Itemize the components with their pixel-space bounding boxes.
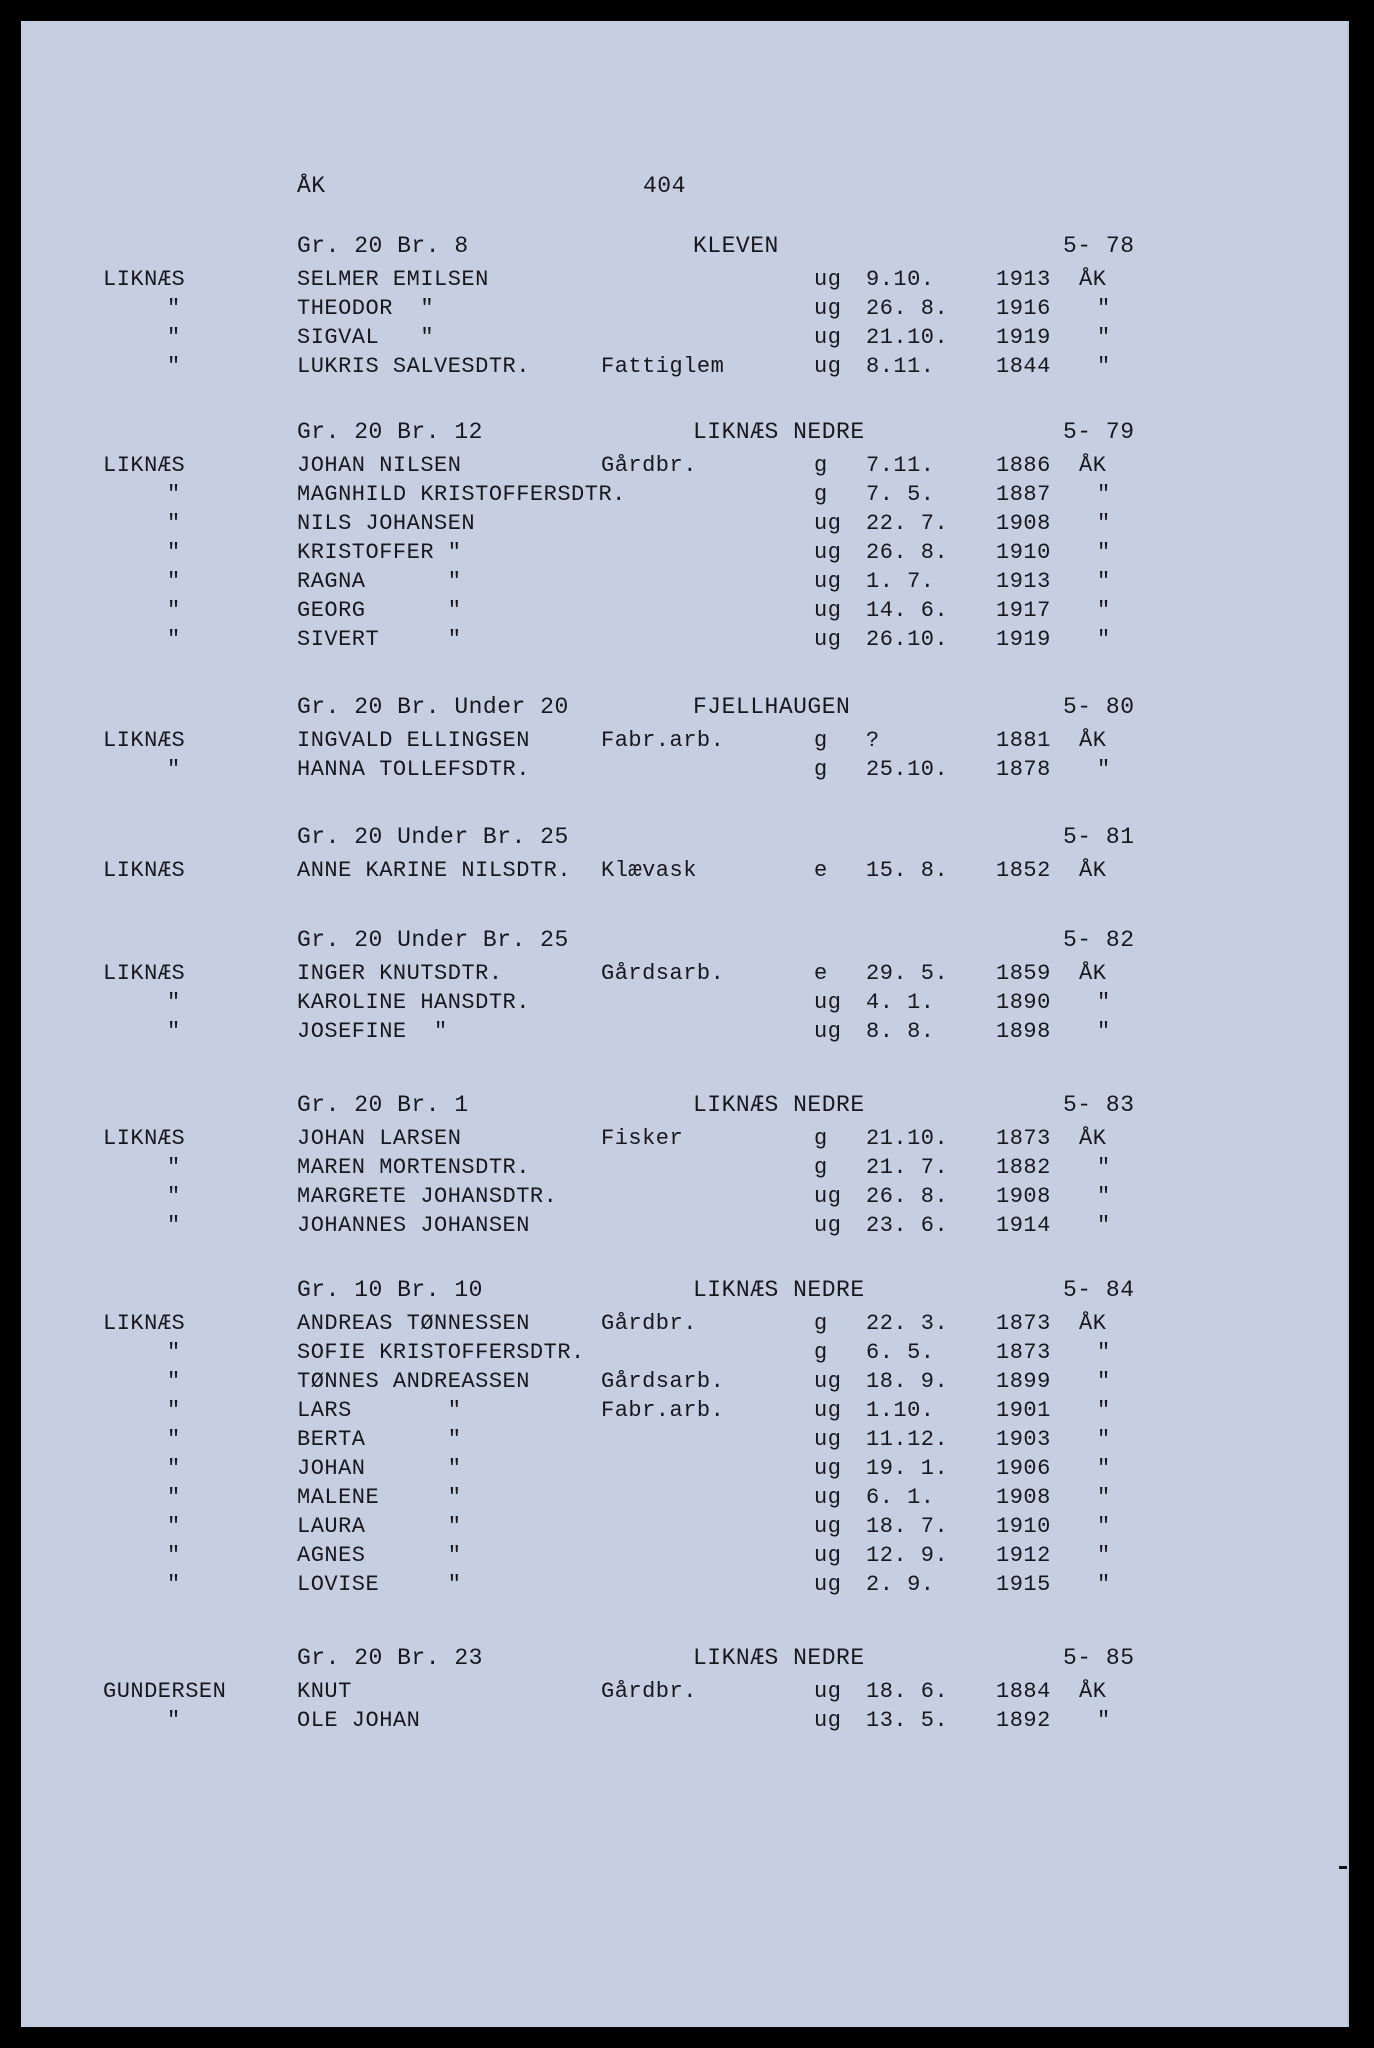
person-birth-date: 8.11. — [866, 354, 935, 379]
person-marital-status: ug — [814, 1708, 842, 1733]
person-surname: " — [167, 1340, 181, 1365]
person-name: AGNES " — [297, 1543, 462, 1568]
person-surname: " — [167, 1543, 181, 1568]
person-surname: " — [167, 1485, 181, 1510]
person-surname: " — [167, 354, 181, 379]
person-birth-date: 18. 9. — [866, 1369, 949, 1394]
person-birth-year: 1901 — [996, 1398, 1051, 1423]
person-name: TØNNES ANDREASSEN — [297, 1369, 530, 1394]
person-surname: LIKNÆS — [103, 1311, 186, 1336]
person-birth-year: 1903 — [996, 1427, 1051, 1452]
person-birth-date: 12. 9. — [866, 1543, 949, 1568]
person-surname: " — [167, 1427, 181, 1452]
person-marital-status: g — [814, 453, 828, 478]
person-marital-status: ug — [814, 1456, 842, 1481]
person-name: KNUT — [297, 1679, 352, 1704]
person-surname: LIKNÆS — [103, 728, 186, 753]
person-birth-date: 21. 7. — [866, 1155, 949, 1180]
person-birth-place: ÅK — [1079, 1126, 1107, 1151]
person-marital-status: ug — [814, 1572, 842, 1597]
person-surname: " — [167, 1398, 181, 1423]
person-marital-status: ug — [814, 540, 842, 565]
person-birth-place: " — [1097, 1340, 1111, 1365]
person-birth-year: 1890 — [996, 990, 1051, 1015]
person-surname: " — [167, 296, 181, 321]
person-surname: " — [167, 1155, 181, 1180]
person-birth-year: 1917 — [996, 598, 1051, 623]
person-birth-date: 22. 3. — [866, 1311, 949, 1336]
person-birth-date: ? — [866, 728, 880, 753]
person-marital-status: ug — [814, 990, 842, 1015]
person-birth-year: 1881 — [996, 728, 1051, 753]
person-name: OLE JOHAN — [297, 1708, 421, 1733]
person-occupation: Gårdbr. — [601, 1679, 697, 1704]
person-marital-status: ug — [814, 511, 842, 536]
household-ref: 5- 85 — [1063, 1645, 1135, 1671]
person-birth-place: " — [1097, 627, 1111, 652]
person-name: RAGNA " — [297, 569, 462, 594]
person-name: INGER KNUTSDTR. — [297, 961, 503, 986]
person-birth-year: 1844 — [996, 354, 1051, 379]
person-surname: " — [167, 990, 181, 1015]
household-farm: LIKNÆS NEDRE — [693, 1277, 865, 1303]
person-occupation: Gårdbr. — [601, 453, 697, 478]
household-group: Gr. 20 Under Br. 25 — [297, 927, 569, 953]
person-marital-status: ug — [814, 569, 842, 594]
person-birth-date: 8. 8. — [866, 1019, 935, 1044]
person-surname: " — [167, 511, 181, 536]
person-birth-year: 1913 — [996, 569, 1051, 594]
person-name: HANNA TOLLEFSDTR. — [297, 757, 530, 782]
person-birth-year: 1852 — [996, 858, 1051, 883]
person-birth-date: 26.10. — [866, 627, 949, 652]
household-group: Gr. 20 Under Br. 25 — [297, 824, 569, 850]
person-name: SOFIE KRISTOFFERSDTR. — [297, 1340, 585, 1365]
person-birth-place: " — [1097, 325, 1111, 350]
person-surname: LIKNÆS — [103, 1126, 186, 1151]
person-birth-year: 1908 — [996, 1485, 1051, 1510]
person-birth-place: " — [1097, 1398, 1111, 1423]
person-name: MARGRETE JOHANSDTR. — [297, 1184, 558, 1209]
person-surname: " — [167, 325, 181, 350]
person-marital-status: ug — [814, 1485, 842, 1510]
household-group: Gr. 10 Br. 10 — [297, 1277, 483, 1303]
person-birth-place: ÅK — [1079, 1311, 1107, 1336]
person-birth-date: 4. 1. — [866, 990, 935, 1015]
person-birth-date: 18. 6. — [866, 1679, 949, 1704]
person-birth-year: 1910 — [996, 1514, 1051, 1539]
person-marital-status: ug — [814, 627, 842, 652]
person-name: KAROLINE HANSDTR. — [297, 990, 530, 1015]
document-page — [21, 21, 1349, 2027]
person-birth-year: 1916 — [996, 296, 1051, 321]
person-marital-status: ug — [814, 267, 842, 292]
person-marital-status: ug — [814, 1514, 842, 1539]
person-birth-year: 1913 — [996, 267, 1051, 292]
person-birth-date: 7.11. — [866, 453, 935, 478]
person-marital-status: ug — [814, 1398, 842, 1423]
person-birth-date: 29. 5. — [866, 961, 949, 986]
person-birth-date: 22. 7. — [866, 511, 949, 536]
person-birth-year: 1915 — [996, 1572, 1051, 1597]
person-name: MALENE " — [297, 1485, 462, 1510]
person-marital-status: e — [814, 961, 828, 986]
person-occupation: Fabr.arb. — [601, 728, 725, 753]
household-ref: 5- 82 — [1063, 927, 1135, 953]
person-birth-place: " — [1097, 482, 1111, 507]
household-farm: FJELLHAUGEN — [693, 694, 851, 720]
household-ref: 5- 80 — [1063, 694, 1135, 720]
person-marital-status: ug — [814, 1543, 842, 1568]
household-farm: LIKNÆS NEDRE — [693, 1092, 865, 1118]
person-birth-date: 7. 5. — [866, 482, 935, 507]
person-birth-year: 1884 — [996, 1679, 1051, 1704]
person-name: LAURA " — [297, 1514, 462, 1539]
person-birth-date: 13. 5. — [866, 1708, 949, 1733]
person-birth-year: 1908 — [996, 511, 1051, 536]
person-surname: " — [167, 757, 181, 782]
household-ref: 5- 83 — [1063, 1092, 1135, 1118]
person-marital-status: ug — [814, 325, 842, 350]
household-group: Gr. 20 Br. 23 — [297, 1645, 483, 1671]
person-name: ANDREAS TØNNESSEN — [297, 1311, 530, 1336]
person-name: LARS " — [297, 1398, 462, 1423]
person-name: SIGVAL " — [297, 325, 435, 350]
person-marital-status: ug — [814, 1213, 842, 1238]
person-birth-year: 1910 — [996, 540, 1051, 565]
person-name: INGVALD ELLINGSEN — [297, 728, 530, 753]
person-birth-place: " — [1097, 569, 1111, 594]
household-group: Gr. 20 Br. 1 — [297, 1092, 469, 1118]
person-birth-year: 1873 — [996, 1311, 1051, 1336]
person-birth-date: 14. 6. — [866, 598, 949, 623]
person-surname: " — [167, 627, 181, 652]
person-birth-year: 1887 — [996, 482, 1051, 507]
person-birth-place: ÅK — [1079, 1679, 1107, 1704]
person-surname: " — [167, 1456, 181, 1481]
person-occupation: Fabr.arb. — [601, 1398, 725, 1423]
person-birth-date: 23. 6. — [866, 1213, 949, 1238]
person-birth-place: " — [1097, 1019, 1111, 1044]
person-birth-year: 1886 — [996, 453, 1051, 478]
person-birth-place: ÅK — [1079, 728, 1107, 753]
person-birth-year: 1898 — [996, 1019, 1051, 1044]
person-surname: " — [167, 540, 181, 565]
person-birth-place: " — [1097, 1184, 1111, 1209]
household-farm: LIKNÆS NEDRE — [693, 1645, 865, 1671]
person-birth-date: 1. 7. — [866, 569, 935, 594]
person-name: MAREN MORTENSDTR. — [297, 1155, 530, 1180]
person-occupation: Gårdsarb. — [601, 1369, 725, 1394]
household-group: Gr. 20 Br. Under 20 — [297, 694, 569, 720]
person-marital-status: ug — [814, 1679, 842, 1704]
person-birth-year: 1892 — [996, 1708, 1051, 1733]
person-birth-date: 26. 8. — [866, 296, 949, 321]
person-birth-place: " — [1097, 757, 1111, 782]
person-birth-year: 1919 — [996, 325, 1051, 350]
person-birth-year: 1878 — [996, 757, 1051, 782]
person-name: THEODOR " — [297, 296, 435, 321]
person-occupation: Gårdsarb. — [601, 961, 725, 986]
person-birth-place: " — [1097, 1456, 1111, 1481]
person-occupation: Gårdbr. — [601, 1311, 697, 1336]
person-surname: LIKNÆS — [103, 267, 186, 292]
person-birth-date: 26. 8. — [866, 1184, 949, 1209]
household-farm: KLEVEN — [693, 233, 779, 259]
person-marital-status: g — [814, 1126, 828, 1151]
person-birth-place: " — [1097, 1369, 1111, 1394]
household-group: Gr. 20 Br. 12 — [297, 419, 483, 445]
person-birth-place: " — [1097, 598, 1111, 623]
person-name: JOHAN LARSEN — [297, 1126, 462, 1151]
person-name: LUKRIS SALVESDTR. — [297, 354, 530, 379]
person-marital-status: g — [814, 482, 828, 507]
person-marital-status: ug — [814, 354, 842, 379]
person-marital-status: ug — [814, 1427, 842, 1452]
person-marital-status: g — [814, 1155, 828, 1180]
person-surname: LIKNÆS — [103, 961, 186, 986]
person-name: KRISTOFFER " — [297, 540, 462, 565]
person-name: SIVERT " — [297, 627, 462, 652]
person-birth-year: 1899 — [996, 1369, 1051, 1394]
person-marital-status: g — [814, 757, 828, 782]
person-surname: " — [167, 1708, 181, 1733]
household-ref: 5- 84 — [1063, 1277, 1135, 1303]
person-name: BERTA " — [297, 1427, 462, 1452]
person-marital-status: ug — [814, 296, 842, 321]
person-birth-place: " — [1097, 296, 1111, 321]
person-birth-place: " — [1097, 1155, 1111, 1180]
person-name: JOHANNES JOHANSEN — [297, 1213, 530, 1238]
person-surname: " — [167, 1514, 181, 1539]
person-marital-status: ug — [814, 1369, 842, 1394]
person-birth-year: 1908 — [996, 1184, 1051, 1209]
person-surname: LIKNÆS — [103, 453, 186, 478]
person-surname: " — [167, 569, 181, 594]
person-name: ANNE KARINE NILSDTR. — [297, 858, 572, 883]
person-surname: " — [167, 1184, 181, 1209]
person-birth-place: ÅK — [1079, 858, 1107, 883]
household-farm: LIKNÆS NEDRE — [693, 419, 865, 445]
person-name: LOVISE " — [297, 1572, 462, 1597]
household-ref: 5- 81 — [1063, 824, 1135, 850]
person-birth-year: 1914 — [996, 1213, 1051, 1238]
person-birth-date: 9.10. — [866, 267, 935, 292]
person-birth-date: 15. 8. — [866, 858, 949, 883]
person-name: GEORG " — [297, 598, 462, 623]
household-ref: 5- 78 — [1063, 233, 1135, 259]
page-number: 404 — [643, 173, 686, 199]
person-birth-year: 1906 — [996, 1456, 1051, 1481]
person-surname: " — [167, 1213, 181, 1238]
person-birth-place: ÅK — [1079, 961, 1107, 986]
household-group: Gr. 20 Br. 8 — [297, 233, 469, 259]
person-birth-place: " — [1097, 540, 1111, 565]
person-birth-place: " — [1097, 1427, 1111, 1452]
household-ref: 5- 79 — [1063, 419, 1135, 445]
person-birth-date: 25.10. — [866, 757, 949, 782]
person-birth-place: " — [1097, 354, 1111, 379]
person-birth-year: 1912 — [996, 1543, 1051, 1568]
person-marital-status: g — [814, 1340, 828, 1365]
person-occupation: Fisker — [601, 1126, 684, 1151]
person-marital-status: ug — [814, 1184, 842, 1209]
person-name: MAGNHILD KRISTOFFERSDTR. — [297, 482, 626, 507]
person-surname: GUNDERSEN — [103, 1679, 227, 1704]
person-name: JOSEFINE " — [297, 1019, 448, 1044]
person-surname: " — [167, 1572, 181, 1597]
person-occupation: Fattiglem — [601, 354, 725, 379]
person-birth-year: 1859 — [996, 961, 1051, 986]
person-birth-date: 1.10. — [866, 1398, 935, 1423]
person-surname: LIKNÆS — [103, 858, 186, 883]
person-surname: " — [167, 598, 181, 623]
person-surname: " — [167, 482, 181, 507]
person-birth-place: " — [1097, 1572, 1111, 1597]
person-birth-place: " — [1097, 511, 1111, 536]
person-birth-date: 21.10. — [866, 325, 949, 350]
person-birth-date: 11.12. — [866, 1427, 949, 1452]
person-birth-year: 1882 — [996, 1155, 1051, 1180]
person-birth-date: 21.10. — [866, 1126, 949, 1151]
person-birth-year: 1919 — [996, 627, 1051, 652]
person-birth-place: ÅK — [1079, 453, 1107, 478]
person-birth-date: 6. 1. — [866, 1485, 935, 1510]
person-birth-date: 2. 9. — [866, 1572, 935, 1597]
person-occupation: Klævask — [601, 858, 697, 883]
person-marital-status: g — [814, 1311, 828, 1336]
person-birth-year: 1873 — [996, 1340, 1051, 1365]
page-parish: ÅK — [297, 173, 326, 199]
person-surname: " — [167, 1369, 181, 1394]
person-name: JOHAN NILSEN — [297, 453, 462, 478]
person-marital-status: ug — [814, 1019, 842, 1044]
person-surname: " — [167, 1019, 181, 1044]
person-name: NILS JOHANSEN — [297, 511, 476, 536]
person-birth-year: 1873 — [996, 1126, 1051, 1151]
person-birth-place: " — [1097, 1543, 1111, 1568]
person-birth-date: 19. 1. — [866, 1456, 949, 1481]
person-name: SELMER EMILSEN — [297, 267, 489, 292]
person-birth-place: ÅK — [1079, 267, 1107, 292]
person-name: JOHAN " — [297, 1456, 462, 1481]
person-birth-place: " — [1097, 1708, 1111, 1733]
person-birth-date: 18. 7. — [866, 1514, 949, 1539]
person-birth-date: 6. 5. — [866, 1340, 935, 1365]
page-edge-mark — [1339, 1866, 1347, 1869]
person-birth-date: 26. 8. — [866, 540, 949, 565]
person-birth-place: " — [1097, 1514, 1111, 1539]
person-marital-status: e — [814, 858, 828, 883]
person-birth-place: " — [1097, 1485, 1111, 1510]
person-marital-status: ug — [814, 598, 842, 623]
person-birth-place: " — [1097, 1213, 1111, 1238]
person-birth-place: " — [1097, 990, 1111, 1015]
person-marital-status: g — [814, 728, 828, 753]
